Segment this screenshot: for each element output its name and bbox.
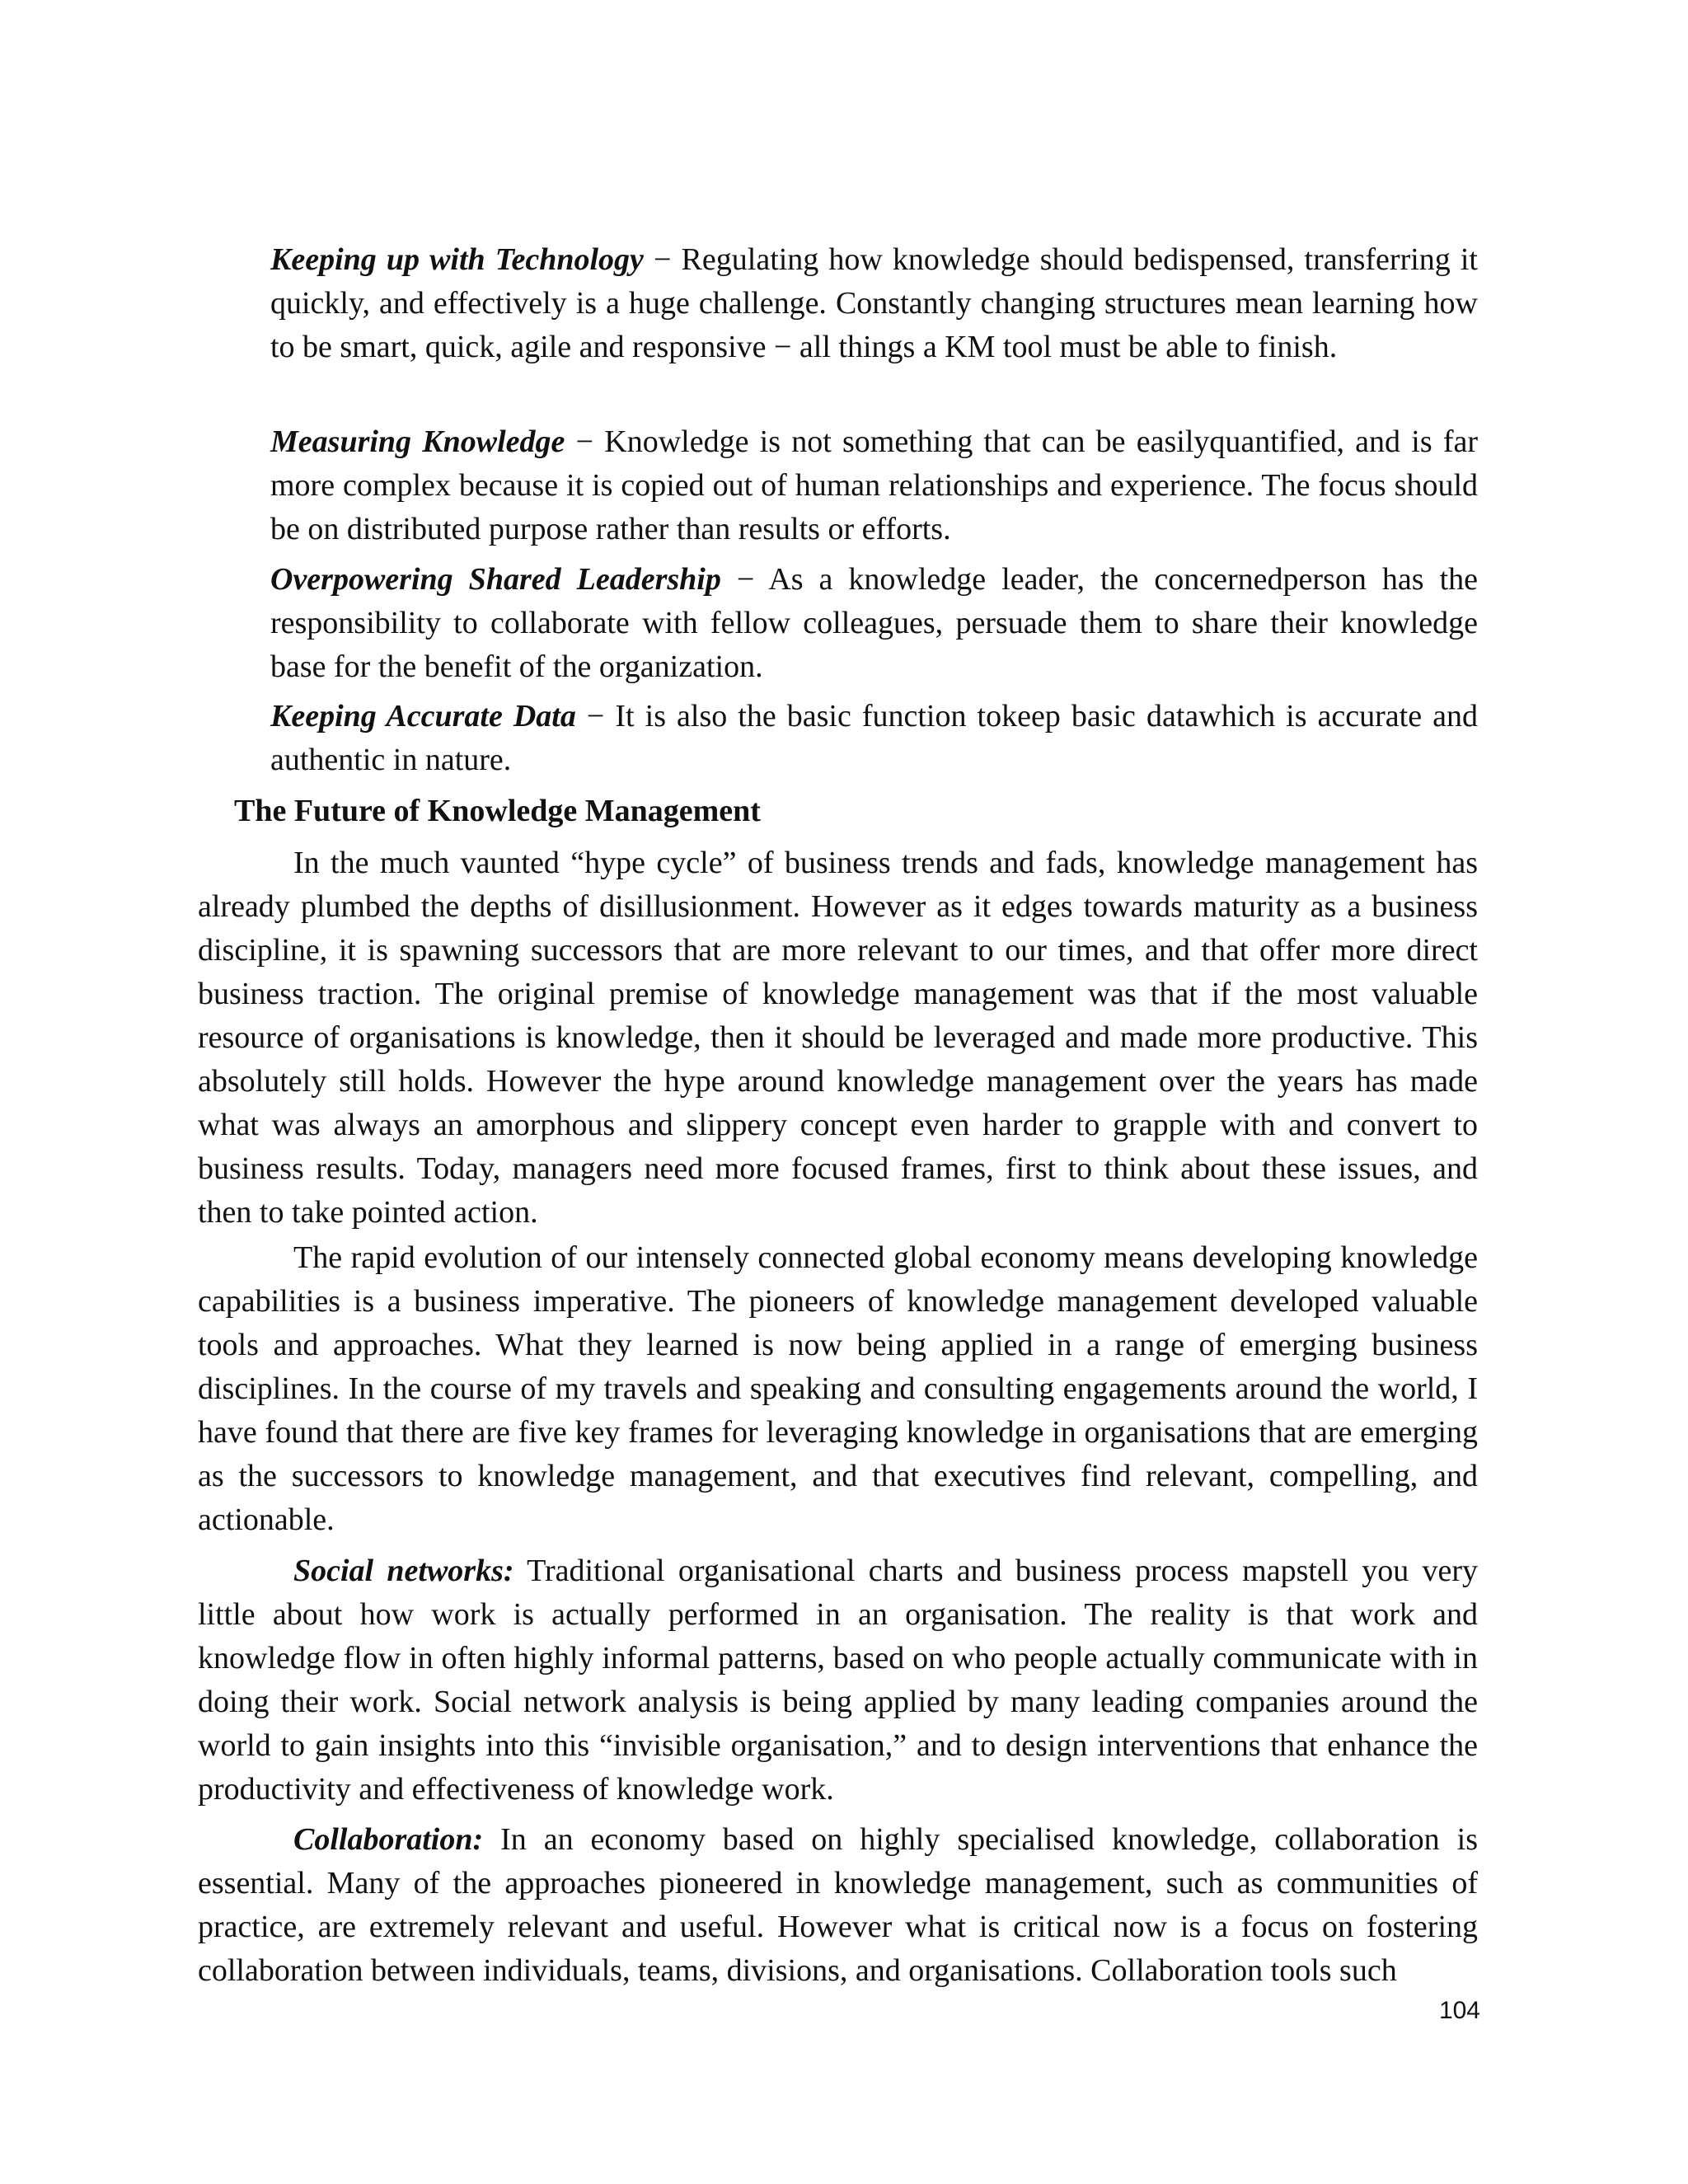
bullet-text: − Regulating how knowledge should bedispensed, transferring it quickly, and effectively is a huge challenge. Constantly changing structures mean learning how to be smart, quick, agile and responsive − all things a KM tool must be able to finish. (270, 242, 1478, 364)
bullet-text: − As a knowledge leader, the concernedperson has the responsibility to collaborate with fellow colleagues, persuade them to share their knowledge base for the benefit of the organization. (270, 562, 1478, 684)
section-heading: The Future of Knowledge Management (234, 794, 761, 828)
frame-text: Traditional organisational charts and business process mapstell you very little about how work is actually performed in an organisation. The reality is that work and knowledge flow in often highly informal patterns, based on who people actually communicate with in doing their work. Social network analysis is being applied by many leading companies around the world to gain insights into this “invisible organisation,” and to design interventions that enhance the productivity and effectiveness of knowledge work. (198, 1554, 1479, 1807)
bullet-measuring-knowledge (270, 420, 1478, 551)
frame-text: In an economy based on highly specialised knowledge, collaboration is essential. Many of the approaches pioneered in knowledge management, such as communities of practice, are extremely relevant and useful. However what is critical now is a focus on fostering collaboration between individuals, teams, divisions, and organisations. Collaboration tools such (198, 1822, 1478, 1988)
paragraph-rapid-evolution: The rapid evolution of our intensely connected global economy means developing knowledge capabilities is a business imperative. The pioneers of knowledge management developed valuable tools and approaches. What they learned is now being applied in a range of emerging business disciplines. In the course of my travels and speaking and consulting engagements around the world, I have found that there are five key frames for leveraging knowledge in organisations that are emerging as the successors to knowledge management, and that executives find relevant, compelling, and actionable. (198, 1240, 1478, 1537)
bullet-keeping-up-with-technology (270, 238, 1478, 369)
bullet-keeping-accurate-data (270, 695, 1478, 782)
paragraph-social-networks (198, 1549, 1478, 1811)
frame-term: Collaboration: (293, 1822, 484, 1857)
bullet-term: Measuring Knowledge (270, 424, 565, 459)
frame-term: Social networks: (293, 1554, 514, 1588)
paragraph-collaboration (198, 1818, 1478, 1993)
bullet-text: − Knowledge is not something that can be easilyquantified, and is far more complex because it is copied out of human relationships and experience. The focus should be on distributed purpose rather than results or efforts. (270, 424, 1478, 546)
bullet-term: Overpowering Shared Leadership (270, 562, 721, 597)
bullet-term: Keeping Accurate Data (270, 699, 576, 733)
bullet-overpowering-shared-leadership (270, 558, 1478, 689)
bullet-text: − It is also the basic function tokeep basic datawhich is accurate and authentic in nature. (270, 699, 1478, 777)
paragraph-future-of-km: In the much vaunted “hype cycle” of business trends and fads, knowledge management has already plumbed the depths of disillusionment. However as it edges towards maturity as a business discipline, it is spawning successors that are more relevant to our times, and that offer more direct business traction. The original premise of knowledge management was that if the most valuable resource of organisations is knowledge, then it should be leveraged and made more productive. This absolutely still holds. However the hype around knowledge management over the years has made what was always an amorphous and slippery concept even harder to grapple with and convert to business results. Today, managers need more focused frames, first to think about these issues, and then to take pointed action. (198, 846, 1478, 1230)
page-number: 104 (1438, 1997, 1480, 2024)
bullet-term: Keeping up with Technology (270, 242, 644, 277)
